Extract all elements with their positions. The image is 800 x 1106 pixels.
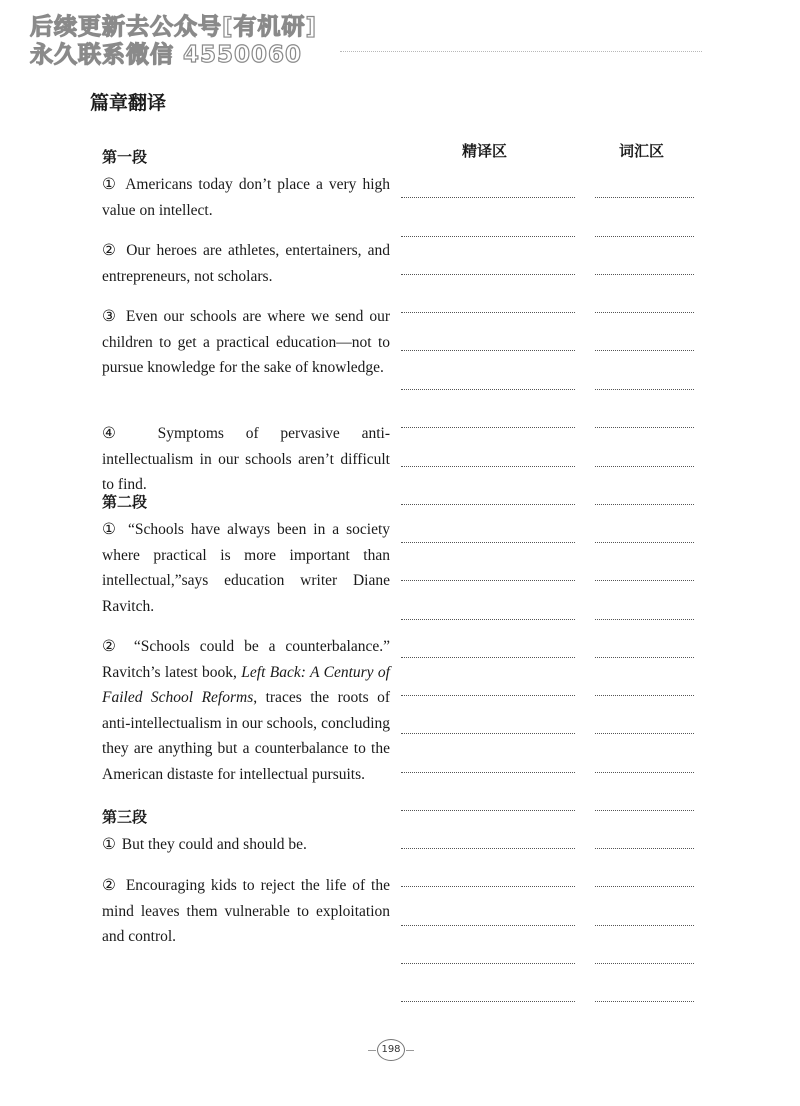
- translation-answer-line[interactable]: [401, 504, 575, 505]
- vocabulary-answer-line[interactable]: [595, 695, 694, 696]
- vocabulary-answer-line[interactable]: [595, 848, 694, 849]
- paragraph-1-sentence-2: [102, 238, 390, 289]
- translation-answer-line[interactable]: [401, 695, 575, 696]
- vocabulary-column-header: 词汇区: [619, 142, 665, 160]
- vocabulary-answer-line[interactable]: [595, 274, 694, 275]
- sentence-text: But they could and should be.: [121, 836, 307, 853]
- sentence-number: ①: [102, 521, 119, 538]
- paragraph-1-sentence-4: [102, 421, 390, 498]
- translation-answer-line[interactable]: [401, 733, 575, 734]
- vocabulary-answer-line[interactable]: [595, 427, 694, 428]
- vocabulary-answer-line[interactable]: [595, 197, 694, 198]
- translation-answer-line[interactable]: [401, 772, 575, 773]
- translation-answer-line[interactable]: [401, 350, 575, 351]
- sentence-text: “Schools have always been in a society where practical is more important than intellectual,”says education writer Diane Ravitch.: [102, 521, 391, 615]
- vocabulary-answer-line[interactable]: [595, 236, 694, 237]
- header-rule: [340, 51, 702, 52]
- sentence-text: Even our schools are where we send our children to get a practical education—not to pursue knowledge for the sake of knowledge.: [102, 308, 390, 376]
- translation-answer-line[interactable]: [401, 274, 575, 275]
- sentence-number: ①: [102, 836, 116, 853]
- paragraph-3-sentence-2: [102, 873, 390, 950]
- translation-answer-line[interactable]: [401, 810, 575, 811]
- paragraph-2-sentence-2: [102, 634, 390, 787]
- translation-answer-line[interactable]: [401, 236, 575, 237]
- sentence-number: ②: [102, 877, 118, 894]
- vocabulary-answer-line[interactable]: [595, 312, 694, 313]
- vocabulary-answer-line[interactable]: [595, 657, 694, 658]
- sentence-number: ③: [102, 308, 118, 325]
- page-number: 198: [377, 1039, 405, 1061]
- sentence-text: “Schools could be a counterbalance.” Ravitch’s latest book,: [102, 638, 390, 681]
- translation-column-header: 精译区: [462, 142, 508, 160]
- vocabulary-answer-line[interactable]: [595, 733, 694, 734]
- translation-answer-line[interactable]: [401, 312, 575, 313]
- vocabulary-answer-line[interactable]: [595, 810, 694, 811]
- translation-answer-line[interactable]: [401, 886, 575, 887]
- paragraph-2-sentence-1: [102, 517, 390, 619]
- paragraph-1-sentence-3: [102, 304, 390, 381]
- watermark-line-1: 后续更新去公众号[有机研]: [30, 14, 318, 40]
- paragraph-1-sentence-1: [102, 172, 390, 223]
- watermark-line-2: 永久联系微信 4550060: [30, 42, 303, 68]
- translation-answer-line[interactable]: [401, 1001, 575, 1002]
- book-title: Left Back: A Century of Failed School Reforms: [102, 663, 390, 706]
- translation-answer-line[interactable]: [401, 389, 575, 390]
- vocabulary-answer-line[interactable]: [595, 886, 694, 887]
- paragraph-3-heading: 第三段: [102, 808, 148, 826]
- sentence-text: Encouraging kids to reject the life of the mind leaves them vulnerable to exploitation and control.: [102, 877, 390, 945]
- translation-answer-line[interactable]: [401, 657, 575, 658]
- paragraph-1-heading: 第一段: [102, 148, 148, 166]
- vocabulary-answer-line[interactable]: [595, 466, 694, 467]
- translation-answer-line[interactable]: [401, 848, 575, 849]
- paragraph-3-sentence-1: [102, 832, 390, 858]
- sentence-text: Americans today don’t place a very high value on intellect.: [102, 176, 390, 219]
- sentence-text: , traces the roots of anti-intellectualism in our schools, concluding they are anything but a counterbalance to the American distaste for intellectual pursuits.: [102, 689, 390, 783]
- translation-answer-line[interactable]: [401, 619, 575, 620]
- sentence-number: ②: [102, 638, 122, 655]
- vocabulary-answer-line[interactable]: [595, 542, 694, 543]
- translation-answer-line[interactable]: [401, 925, 575, 926]
- sentence-number: ②: [102, 242, 119, 259]
- translation-answer-line[interactable]: [401, 466, 575, 467]
- translation-answer-line[interactable]: [401, 197, 575, 198]
- translation-answer-line[interactable]: [401, 427, 575, 428]
- paragraph-2-heading: 第二段: [102, 493, 148, 511]
- sentence-text: Our heroes are athletes, entertainers, and entrepreneurs, not scholars.: [102, 242, 390, 285]
- section-title: 篇章翻译: [90, 92, 167, 114]
- vocabulary-answer-line[interactable]: [595, 925, 694, 926]
- translation-answer-line[interactable]: [401, 542, 575, 543]
- vocabulary-answer-line[interactable]: [595, 350, 694, 351]
- vocabulary-answer-line[interactable]: [595, 1001, 694, 1002]
- translation-answer-line[interactable]: [401, 580, 575, 581]
- sentence-text: Symptoms of pervasive anti-intellectualism in our schools aren’t difficult to find.: [102, 425, 390, 493]
- sentence-number: ④: [102, 425, 134, 442]
- vocabulary-answer-line[interactable]: [595, 963, 694, 964]
- sentence-number: ①: [102, 176, 119, 193]
- translation-answer-line[interactable]: [401, 963, 575, 964]
- vocabulary-answer-line[interactable]: [595, 504, 694, 505]
- vocabulary-answer-line[interactable]: [595, 772, 694, 773]
- vocabulary-answer-line[interactable]: [595, 619, 694, 620]
- vocabulary-answer-line[interactable]: [595, 389, 694, 390]
- vocabulary-answer-line[interactable]: [595, 580, 694, 581]
